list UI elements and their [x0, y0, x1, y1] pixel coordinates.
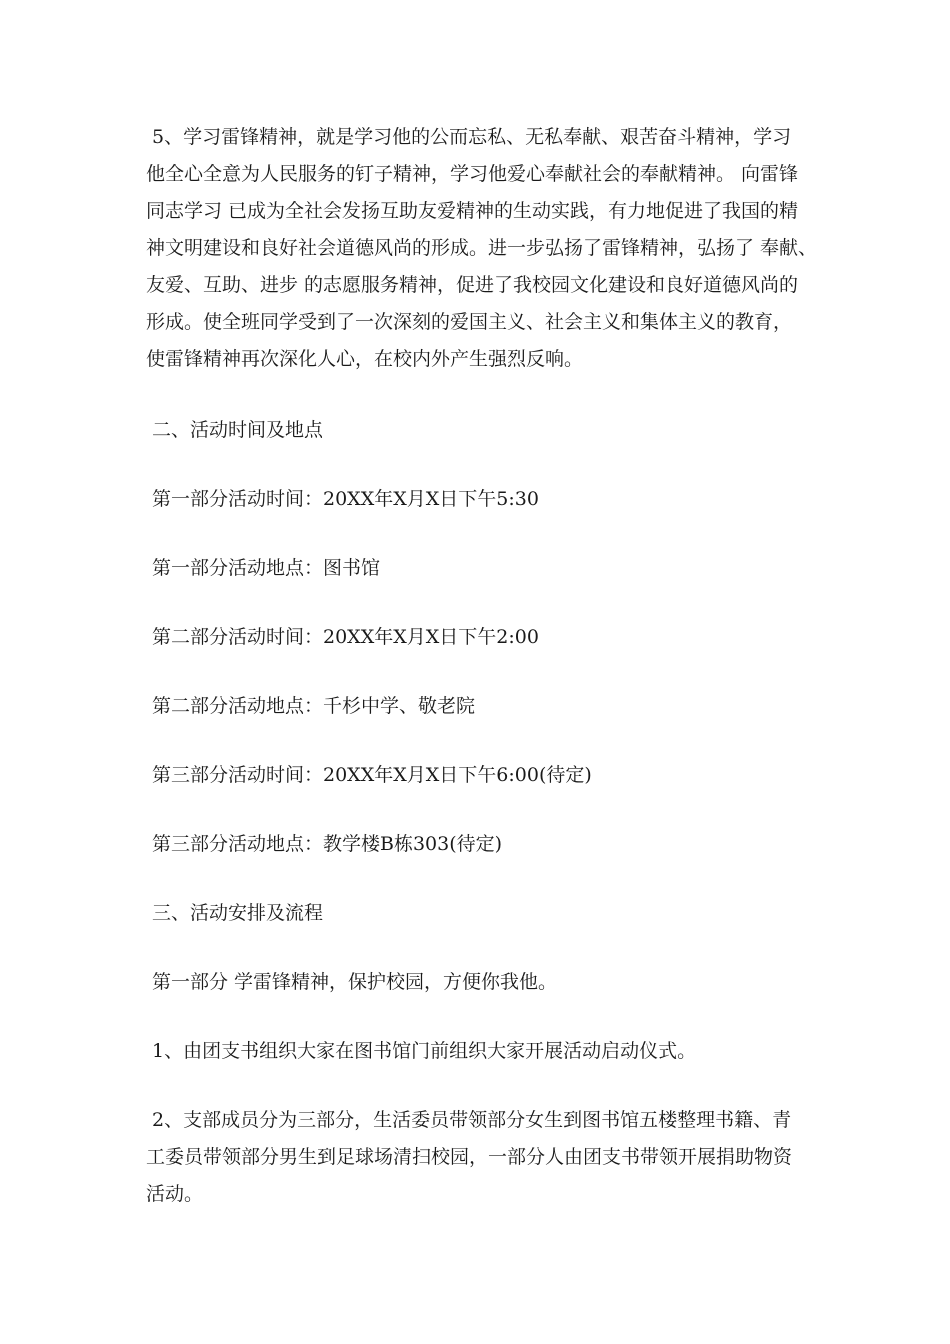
paragraph-5-line: 5、学习雷锋精神，就是学习他的公而忘私、无私奉献、艰苦奋斗精神，学习 — [152, 126, 792, 148]
section-3-heading: 三、活动安排及流程 — [152, 902, 324, 924]
paragraph-5-line: 形成。使全班同学受到了一次深刻的爱国主义、社会主义和集体主义的教育， — [146, 311, 793, 333]
step-2-line: 活动。 — [146, 1183, 204, 1205]
paragraph-5-line: 神文明建设和良好社会道德风尚的形成。进一步弘扬了雷锋精神，弘扬了 奉献、 — [146, 237, 818, 259]
schedule-item: 第二部分活动时间：20XX年X月X日下午2:00 — [152, 626, 539, 648]
paragraph-5-line: 友爱、互助、进步 的志愿服务精神，促进了我校园文化建设和良好道德风尚的 — [146, 274, 799, 296]
part-1-title: 第一部分 学雷锋精神，保护校园，方便你我他。 — [152, 971, 558, 993]
paragraph-5-line: 他全心全意为人民服务的钉子精神，学习他爱心奉献社会的奉献精神。 向雷锋 — [146, 163, 799, 185]
step-2-line: 工委员带领部分男生到足球场清扫校园，一部分人由团支书带领开展捐助物资 — [146, 1146, 793, 1168]
paragraph-5-line: 同志学习 已成为全社会发扬互助友爱精神的生动实践，有力地促进了我国的精 — [146, 200, 799, 222]
schedule-item: 第一部分活动地点：图书馆 — [152, 557, 381, 579]
step-2-line: 2、支部成员分为三部分，生活委员带领部分女生到图书馆五楼整理书籍、青 — [152, 1109, 792, 1131]
step-1: 1、由团支书组织大家在图书馆门前组织大家开展活动启动仪式。 — [152, 1040, 697, 1062]
schedule-item: 第二部分活动地点：千杉中学、敬老院 — [152, 695, 476, 717]
schedule-item: 第三部分活动地点：教学楼B栋303(待定) — [152, 833, 503, 855]
schedule-item: 第一部分活动时间：20XX年X月X日下午5:30 — [152, 488, 539, 510]
section-2-heading: 二、活动时间及地点 — [152, 419, 324, 441]
schedule-item: 第三部分活动时间：20XX年X月X日下午6:00(待定) — [152, 764, 592, 786]
paragraph-5-line: 使雷锋精神再次深化人心，在校内外产生强烈反响。 — [146, 348, 584, 370]
